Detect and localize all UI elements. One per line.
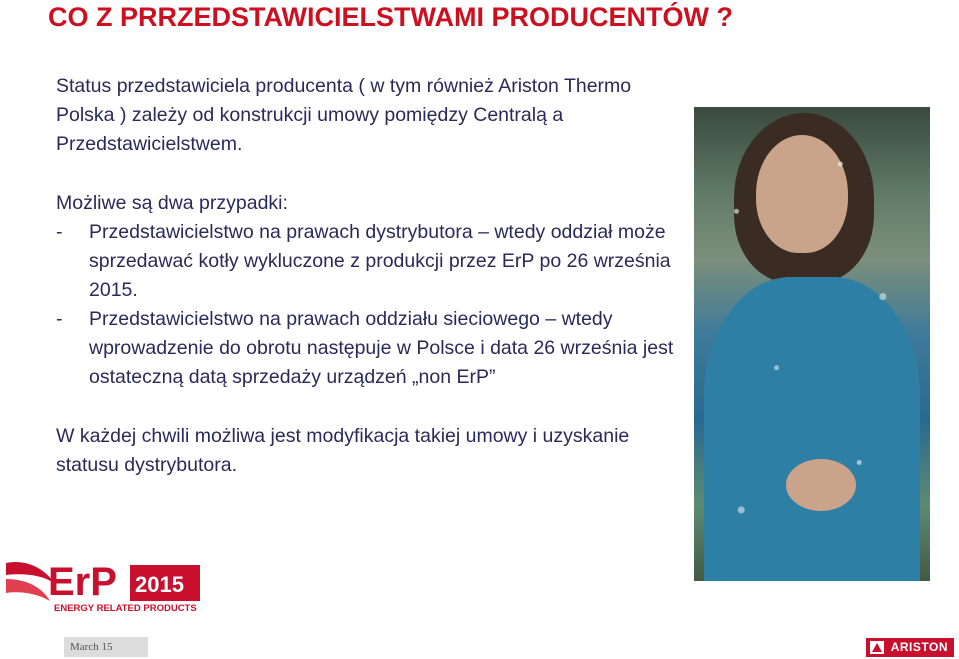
status-paragraph: Status przedstawiciela producenta ( w tym również Ariston Thermo Polska ) zależy od konstrukcji umowy pomiędzy Centralą a Przedstawicielstwem. [56,75,632,155]
woman-in-rain-photo [694,107,930,581]
case-dash: - [56,221,63,243]
cases-section [56,189,676,392]
case-item [56,218,676,305]
erp-swoosh-icon [6,579,50,601]
closing-paragraph: W każdej chwili możliwa jest modyfikacja takiej umowy i uzyskanie statusu dystrybutora. [56,425,630,476]
erp-word: ErP [48,560,117,604]
erp-year: 2015 [135,572,184,597]
cases-intro: Możliwe są dwa przypadki: [56,192,288,214]
photo-water-drops [694,107,930,581]
ariston-emblem-icon [870,641,884,654]
ariston-logo [866,638,954,657]
case-text: Przedstawicielstwo na prawach dystrybutora – wtedy oddział może sprzedawać kotły wykluczone z produkcji przez ErP po 26 września 2015. [89,221,671,301]
erp-2015-logo [4,557,204,615]
slide-title: CO Z PRRZEDSTAWICIELSTWAMI PRODUCENTÓW ? [48,2,733,32]
case-item [56,305,676,392]
slide-body [56,72,676,480]
erp-tagline: ENERGY RELATED PRODUCTS [54,603,197,614]
footer-date: March 15 [64,637,148,657]
ariston-brand: ARISTON [890,640,948,654]
case-dash: - [56,308,63,330]
case-text: Przedstawicielstwo na prawach oddziału sieciowego – wtedy wprowadzenie do obrotu następuje w Polsce i data 26 września jest ostateczną datą sprzedaży urządzeń „non ErP” [89,308,674,388]
